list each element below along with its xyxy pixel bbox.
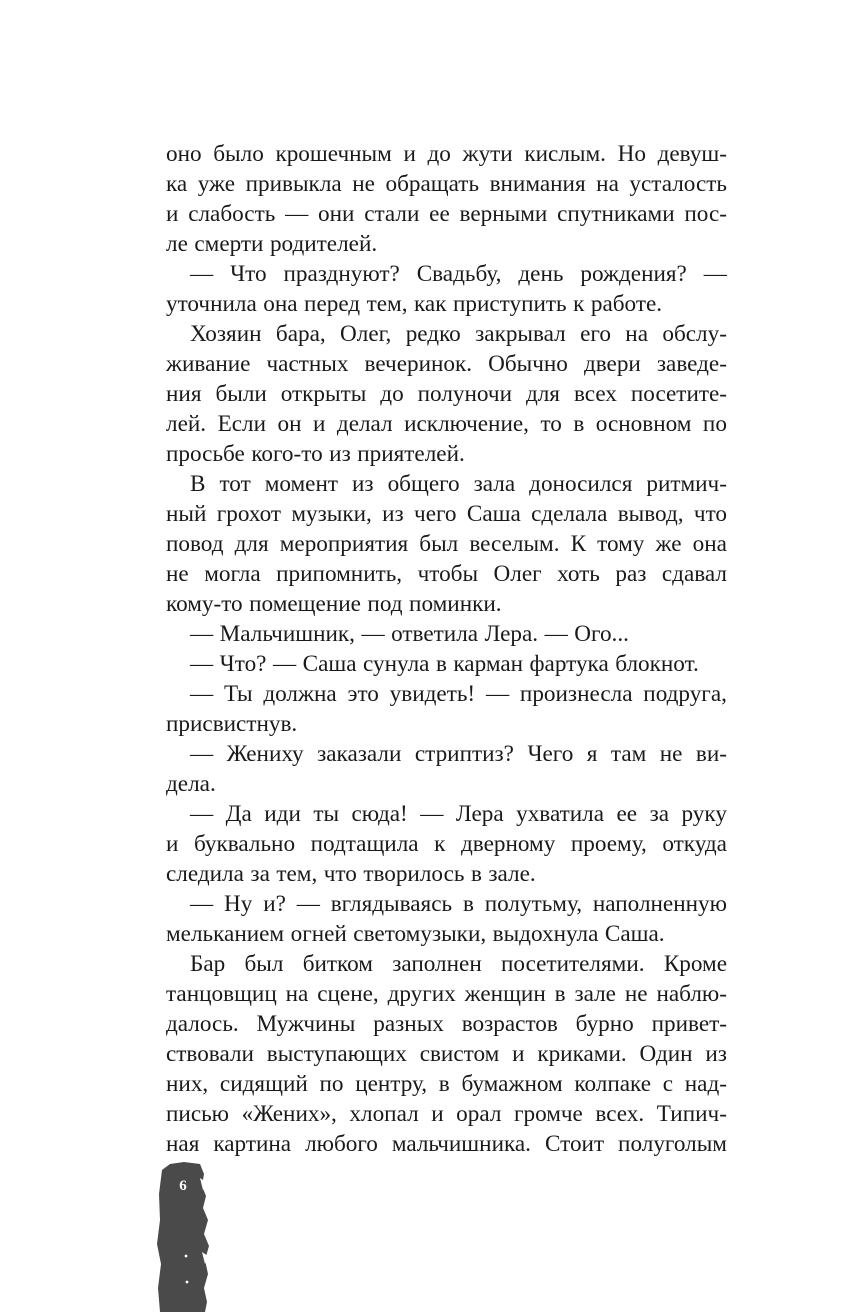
text-line: — Ну и? — вглядываясь в полутьму, наполненную <box>190 891 727 917</box>
text-line: — Жениху заказали стриптиз? Чего я там не ви- <box>190 741 727 767</box>
text-line: писью «Жених», хлопал и орал громче всех. Типич- <box>166 1101 727 1127</box>
text-line: не могла припомнить, чтобы Олег хоть раз сдавал <box>166 561 727 587</box>
text-line: кому-то помещение под поминки. <box>166 591 502 617</box>
text-line: повод для мероприятия был веселым. К тому же она <box>166 531 727 557</box>
text-line: ле смерти родителей. <box>166 231 378 257</box>
text-line: ствовали выступающих свистом и криками. Один из <box>166 1041 727 1067</box>
text-line: — Ты должна это увидеть! — произнесла подруга, <box>190 681 727 707</box>
text-line: танцовщиц на сцене, других женщин в зале не наблю- <box>166 981 727 1007</box>
text-line: далось. Мужчины разных возрастов бурно привет- <box>166 1011 727 1037</box>
text-line: мельканием огней светомузыки, выдохнула Саша. <box>166 921 665 947</box>
text-line: — Что? — Саша сунула в карман фартука блокнот. <box>190 651 699 677</box>
text-line: живание частных вечеринок. Обычно двери заведе- <box>166 351 727 377</box>
page-number: 6 <box>179 1178 187 1194</box>
text-line: дела. <box>166 771 216 797</box>
text-line: них, сидящий по центру, в бумажном колпаке с над- <box>166 1071 727 1097</box>
text-line: ный грохот музыки, из чего Саша сделала вывод, что <box>166 501 727 527</box>
text-line: — Да иди ты сюда! — Лера ухватила ее за руку <box>190 801 727 827</box>
text-line: ка уже привыкла не обращать внимания на усталость <box>166 171 727 197</box>
text-line: уточнила она перед тем, как приступить к работе. <box>166 291 663 317</box>
text-line: ния были открыты до полуночи для всех посетите- <box>166 381 727 407</box>
text-line: Хозяин бара, Олег, редко закрывал его на обслу- <box>190 321 727 347</box>
text-line: — Мальчишник, — ответила Лера. — Ого... <box>190 621 629 647</box>
text-line: присвистнув. <box>166 711 298 737</box>
text-line: просьбе кого-то из приятелей. <box>166 441 465 467</box>
text-line: и буквально подтащила к дверному проему, откуда <box>166 831 727 857</box>
text-line: и слабость — они стали ее верными спутниками пос- <box>166 201 727 227</box>
text-line: Бар был битком заполнен посетителями. Кроме <box>190 951 727 977</box>
text-line: оно было крошечным и до жути кислым. Но девуш- <box>166 141 727 167</box>
text-line: следила за тем, что творилось в зале. <box>166 861 536 887</box>
text-line: — Что празднуют? Свадьбу, день рождения? — <box>190 261 727 287</box>
text-line: лей. Если он и делал исключение, то в основном по <box>166 411 727 437</box>
text-line: ная картина любого мальчишника. Стоит полуголым <box>166 1131 727 1157</box>
body-text <box>166 139 727 1159</box>
text-line: В тот момент из общего зала доносился ритмич- <box>190 471 727 497</box>
